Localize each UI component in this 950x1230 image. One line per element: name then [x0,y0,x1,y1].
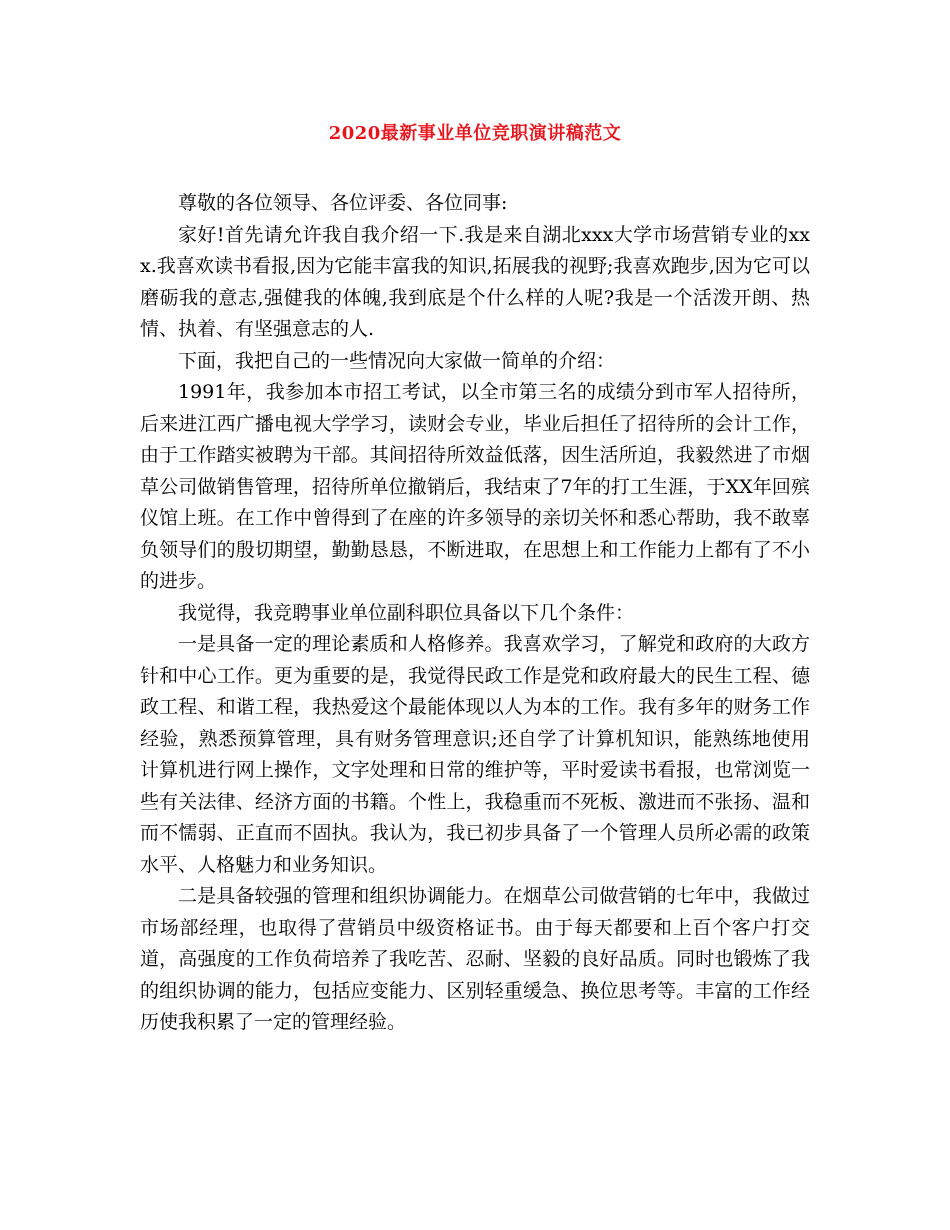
condition-two-paragraph: 二是具备较强的管理和组织协调能力。在烟草公司做营销的七年中，我做过市场部经理，也取得了营销员中级资格证书。由于每天都要和上百个客户打交道，高强度的工作负荷培养了我吃苦、忍耐、坚毅的良好品质。同时也锻炼了我的组织协调的能力，包括应变能力、区别轻重缓急、换位思考等。丰富的工作经历使我积累了一定的管理经验。 [140,885,810,1033]
work-history-paragraph: 1991年，我参加本市招工考试，以全市第三名的成绩分到市军人招待所，后来进江西广播电视大学学习，读财会专业，毕业后担任了招待所的会计工作，由于工作踏实被聘为干部。其间招待所效益低落，因生活所迫，我毅然进了市烟草公司做销售管理，招待所单位撤销后，我结束了7年的打工生涯，于XX年回殡仪馆上班。在工作中曾得到了在座的许多领导的亲切关怀和悉心帮助，我不敢辜负领导们的殷切期望，勤勤恳恳，不断进取，在思想上和工作能力上都有了不小的进步。 [140,381,810,592]
document-body [140,188,810,1039]
condition-one-paragraph: 一是具备一定的理论素质和人格修养。我喜欢学习，了解党和政府的大政方针和中心工作。更为重要的是，我觉得民政工作是党和政府最大的民生工程、德政工程、和谐工程，我热爱这个最能体现以人为本的工作。我有多年的财务工作经验，熟悉预算管理，具有财务管理意识;还自学了计算机知识，能熟练地使用计算机进行网上操作，文字处理和日常的维护等，平时爱读书看报，也常浏览一些有关法律、经济方面的书籍。个性上，我稳重而不死板、激进而不张扬、温和而不懦弱、正直而不固执。我认为，我已初步具备了一个管理人员所必需的政策水平、人格魅力和业务知识。 [140,633,810,876]
transition-paragraph: 下面，我把自己的一些情况向大家做一简单的介绍： [178,349,616,372]
self-introduction-paragraph: 家好!首先请允许我自我介绍一下.我是来自湖北xxx大学市场营销专业的xxx.我喜欢读书看报,因为它能丰富我的知识,拓展我的视野;我喜欢跑步,因为它可以磨砺我的意志,强健我的体魄,我到底是个什么样的人呢?我是一个活泼开朗、热情、执着、有坚强意志的人. [140,223,810,340]
salutation-paragraph: 尊敬的各位领导、各位评委、各位同事: [178,192,508,214]
document-title: 2020最新事业单位竞职演讲稿范文 [328,123,622,144]
conditions-intro-paragraph: 我觉得，我竞聘事业单位副科职位具备以下几个条件： [178,601,635,624]
